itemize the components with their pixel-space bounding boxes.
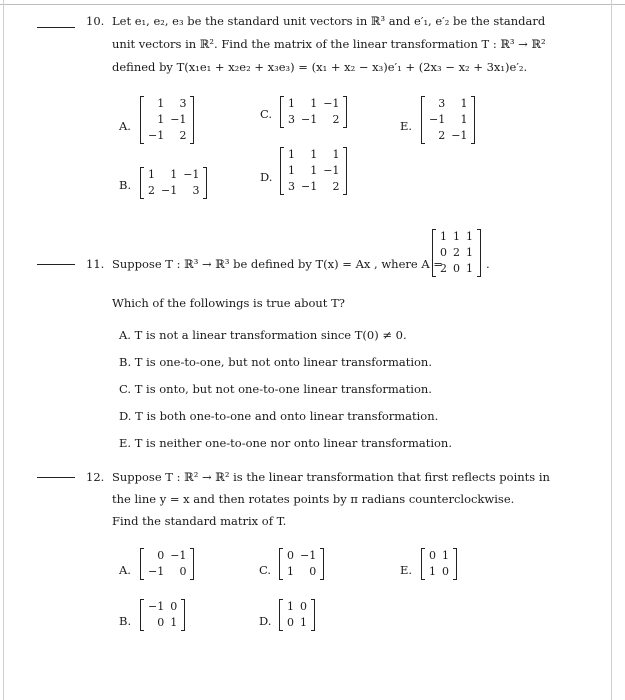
matrix-cell: −1	[170, 549, 187, 562]
q10-option-b-label: B.	[119, 178, 132, 192]
matrix-cell: 3	[179, 97, 187, 110]
q11-statement: Suppose T : ℝ³ → ℝ³ be defined by T(x) = Ax , where A =	[112, 257, 443, 271]
matrix-cell: 0	[429, 549, 436, 562]
q10-option-e-label: E.	[400, 119, 413, 133]
matrix-cell: 0	[157, 616, 165, 629]
matrix-cell: −1	[148, 565, 165, 578]
matrix-cell: 1	[287, 565, 294, 578]
matrix-cell: 2	[148, 184, 155, 197]
q12-text-line-2: the line y = x and then rotates points by π radians counterclockwise.	[112, 492, 515, 506]
matrix-cell: −1	[323, 164, 340, 177]
matrix-cell: 2	[179, 129, 187, 142]
matrix-cell: −1	[429, 113, 446, 126]
q10-option-c-matrix	[280, 96, 347, 128]
matrix-cell: −1	[323, 97, 340, 110]
matrix-cell: 0	[287, 549, 294, 562]
q12-option-e-matrix	[421, 548, 457, 580]
q12-option-a-matrix	[140, 548, 194, 580]
matrix-cell: 1	[157, 113, 165, 126]
q12-option-c-label: C.	[259, 563, 272, 577]
q12-answer-blank	[37, 477, 75, 478]
matrix-cell: 3	[192, 184, 200, 197]
q12-option-b-matrix	[140, 599, 185, 631]
q12-option-a-label: A.	[119, 563, 131, 577]
matrix-cell: 0	[300, 600, 307, 613]
page-right-border	[611, 0, 612, 700]
matrix-cell: 1	[170, 616, 178, 629]
matrix-cell: 1	[148, 168, 155, 181]
q12-option-b-label: B.	[119, 614, 132, 628]
matrix-cell: 1	[460, 97, 468, 110]
matrix-cell: −1	[301, 180, 318, 193]
matrix-cell: 1	[288, 97, 295, 110]
matrix-cell: 1	[466, 246, 473, 259]
matrix-cell: −1	[451, 129, 468, 142]
q10-option-a-matrix	[140, 96, 194, 144]
q11-choice-e: E. T is neither one-to-one nor onto linear transformation.	[119, 436, 452, 450]
matrix-cell: −1	[148, 129, 165, 142]
q12-option-d-label: D.	[259, 614, 272, 628]
q11-matrix-a	[432, 229, 481, 277]
q11-choice-c: C. T is onto, but not one-to-one linear transformation.	[119, 382, 432, 396]
matrix-cell: 1	[300, 616, 307, 629]
matrix-cell: 1	[466, 262, 473, 275]
q10-text-line-2: unit vectors in ℝ². Find the matrix of the linear transformation T : ℝ³ → ℝ²	[112, 37, 546, 51]
matrix-cell: −1	[183, 168, 200, 181]
q11-choice-d: D. T is both one-to-one and onto linear transformation.	[119, 409, 439, 423]
matrix-cell: 1	[440, 230, 447, 243]
q10-text-line-3: defined by T(x₁e₁ + x₂e₂ + x₃e₃) = (x₁ + x₂ − x₃)e′₁ + (2x₃ − x₂ + 3x₁)e′₂.	[112, 60, 528, 74]
matrix-cell: −1	[300, 549, 317, 562]
matrix-cell: 0	[440, 246, 447, 259]
matrix-cell: 2	[332, 180, 340, 193]
matrix-cell: 0	[179, 565, 187, 578]
q12-number: 12.	[86, 470, 105, 484]
matrix-cell: 3	[288, 113, 295, 126]
matrix-cell: 1	[442, 549, 449, 562]
q11-period: .	[486, 257, 490, 271]
matrix-cell: 2	[438, 129, 446, 142]
q12-option-c-matrix	[279, 548, 324, 580]
q10-option-e-matrix	[421, 96, 475, 144]
q11-question: Which of the followings is true about T?	[112, 296, 345, 310]
matrix-cell: 1	[429, 565, 436, 578]
matrix-cell: 1	[288, 164, 295, 177]
matrix-cell: −1	[161, 184, 178, 197]
matrix-cell: 1	[310, 148, 318, 161]
q11-number: 11.	[86, 257, 105, 271]
q11-choice-a: A. T is not a linear transformation since T(0) ≠ 0.	[119, 328, 407, 342]
q12-text-line-1: Suppose T : ℝ² → ℝ² is the linear transformation that first reflects points in	[112, 470, 550, 484]
matrix-cell: 1	[466, 230, 473, 243]
matrix-cell: 1	[170, 168, 178, 181]
matrix-cell: 1	[157, 97, 165, 110]
matrix-cell: 0	[287, 616, 294, 629]
q12-text-line-3: Find the standard matrix of T.	[112, 514, 287, 528]
matrix-cell: −1	[148, 600, 165, 613]
q10-option-a-label: A.	[119, 119, 131, 133]
q10-option-d-matrix	[280, 147, 347, 195]
matrix-cell: 1	[287, 600, 294, 613]
matrix-cell: 3	[438, 97, 446, 110]
q11-answer-blank	[37, 264, 75, 265]
matrix-cell: 2	[440, 262, 447, 275]
q10-text-line-1: Let e₁, e₂, e₃ be the standard unit vectors in ℝ³ and e′₁, e′₂ be the standard	[112, 14, 546, 28]
matrix-cell: −1	[301, 113, 318, 126]
matrix-cell: 1	[332, 148, 340, 161]
q10-option-b-matrix	[140, 167, 207, 199]
q12-option-d-matrix	[279, 599, 315, 631]
matrix-cell: 1	[288, 148, 295, 161]
matrix-cell: 0	[170, 600, 178, 613]
q10-option-d-label: D.	[260, 170, 273, 184]
matrix-cell: 0	[309, 565, 317, 578]
matrix-cell: 1	[310, 97, 318, 110]
matrix-cell: 1	[310, 164, 318, 177]
matrix-cell: −1	[170, 113, 187, 126]
q10-number: 10.	[86, 14, 105, 28]
matrix-cell: 2	[332, 113, 340, 126]
q11-choice-b: B. T is one-to-one, but not onto linear transformation.	[119, 355, 432, 369]
page-left-border	[3, 0, 4, 700]
matrix-cell: 0	[453, 262, 460, 275]
q10-option-c-label: C.	[260, 107, 273, 121]
matrix-cell: 0	[442, 565, 449, 578]
matrix-cell: 2	[453, 246, 460, 259]
q10-answer-blank	[37, 27, 75, 28]
matrix-cell: 3	[288, 180, 295, 193]
q12-option-e-label: E.	[400, 563, 413, 577]
page-top-border	[0, 0, 625, 5]
matrix-cell: 0	[157, 549, 165, 562]
matrix-cell: 1	[453, 230, 460, 243]
matrix-cell: 1	[460, 113, 468, 126]
